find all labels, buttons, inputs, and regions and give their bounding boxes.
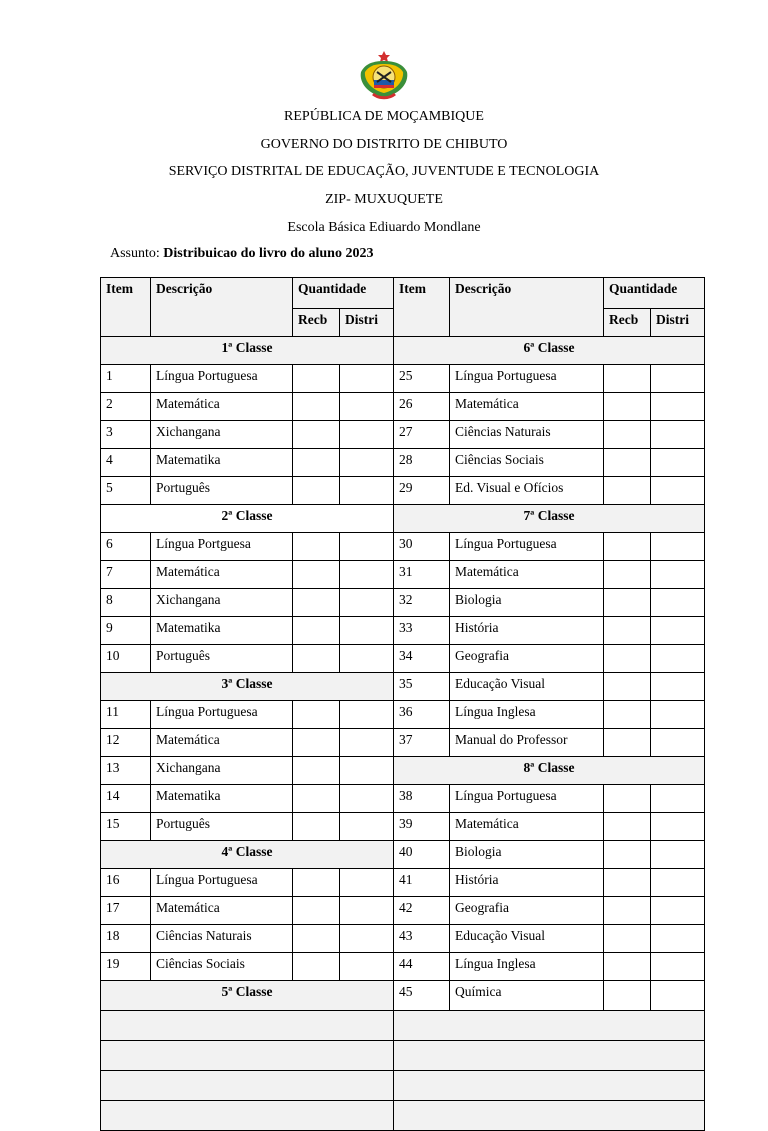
row-item-left: 9 — [101, 617, 151, 645]
row-desc-right: Química — [450, 981, 604, 1011]
row-item-right: 27 — [394, 421, 450, 449]
filler-right — [394, 1011, 705, 1041]
row-desc-left: Ciências Sociais — [151, 953, 293, 981]
row-item-left: 7 — [101, 561, 151, 589]
row-recb-left — [293, 617, 340, 645]
row-distri-left — [340, 897, 394, 925]
coat-of-arms-emblem — [355, 50, 413, 100]
row-distri-left — [340, 701, 394, 729]
row-recb-left — [293, 869, 340, 897]
row-recb-left — [293, 645, 340, 673]
row-desc-right: Geografia — [450, 645, 604, 673]
filler-right — [394, 1071, 705, 1101]
row-recb-left — [293, 561, 340, 589]
row-distri-right — [651, 365, 705, 393]
class-title-left-1: 1ª Classe — [101, 337, 394, 365]
row-recb-left — [293, 421, 340, 449]
row-item-right: 30 — [394, 533, 450, 561]
row-distri-right — [651, 897, 705, 925]
class-title-right-2: 7ª Classe — [394, 505, 705, 533]
row-recb-right — [604, 673, 651, 701]
row-desc-right: Ciências Naturais — [450, 421, 604, 449]
row-distri-left — [340, 421, 394, 449]
row-distri-right — [651, 533, 705, 561]
row-recb-right — [604, 869, 651, 897]
row-recb-right — [604, 701, 651, 729]
row-item-left: 17 — [101, 897, 151, 925]
row-recb-left — [293, 729, 340, 757]
filler-right — [394, 1041, 705, 1071]
row-desc-left: Português — [151, 813, 293, 841]
header-recb-right: Recb — [604, 309, 651, 337]
row-desc-left: Língua Portuguesa — [151, 701, 293, 729]
header-qty-right: Quantidade — [604, 278, 705, 309]
header-school: Escola Básica Ediuardo Mondlane — [287, 220, 481, 235]
row-recb-left — [293, 813, 340, 841]
row-desc-right: Matemática — [450, 393, 604, 421]
row-desc-left: Xichangana — [151, 421, 293, 449]
row-desc-right: Língua Portuguesa — [450, 785, 604, 813]
row-recb-right — [604, 953, 651, 981]
row-distri-right — [651, 701, 705, 729]
row-distri-left — [340, 953, 394, 981]
row-desc-right: Língua Inglesa — [450, 953, 604, 981]
row-item-left: 5 — [101, 477, 151, 505]
row-desc-left: Português — [151, 645, 293, 673]
row-distri-left — [340, 729, 394, 757]
row-distri-right — [651, 421, 705, 449]
row-item-right: 32 — [394, 589, 450, 617]
row-desc-right: Matemática — [450, 561, 604, 589]
row-desc-left: Matematika — [151, 617, 293, 645]
row-item-right: 37 — [394, 729, 450, 757]
row-distri-left — [340, 757, 394, 785]
row-item-left: 6 — [101, 533, 151, 561]
row-desc-right: Educação Visual — [450, 925, 604, 953]
row-recb-right — [604, 841, 651, 869]
class-title-left-4: 4ª Classe — [101, 841, 394, 869]
row-recb-right — [604, 813, 651, 841]
row-desc-right: Manual do Professor — [450, 729, 604, 757]
row-distri-right — [651, 673, 705, 701]
row-distri-right — [651, 953, 705, 981]
row-desc-right: Matemática — [450, 813, 604, 841]
row-item-left: 3 — [101, 421, 151, 449]
row-distri-right — [651, 449, 705, 477]
row-recb-left — [293, 393, 340, 421]
row-item-left: 8 — [101, 589, 151, 617]
filler-left — [101, 1041, 394, 1071]
row-item-left: 15 — [101, 813, 151, 841]
header-service: SERVIÇO DISTRITAL DE EDUCAÇÃO, JUVENTUDE E TECNOLOGIA — [168, 164, 600, 179]
filler-right — [394, 1101, 705, 1131]
row-desc-left: Matemática — [151, 393, 293, 421]
row-item-right: 33 — [394, 617, 450, 645]
row-recb-left — [293, 757, 340, 785]
row-recb-right — [604, 421, 651, 449]
row-desc-right: História — [450, 617, 604, 645]
row-distri-left — [340, 533, 394, 561]
row-desc-left: Matemática — [151, 729, 293, 757]
row-distri-left — [340, 617, 394, 645]
row-recb-right — [604, 785, 651, 813]
row-distri-right — [651, 477, 705, 505]
row-distri-left — [340, 365, 394, 393]
subject-line — [110, 245, 373, 263]
row-distri-right — [651, 729, 705, 757]
row-recb-left — [293, 449, 340, 477]
row-item-right: 31 — [394, 561, 450, 589]
filler-left — [101, 1101, 394, 1131]
row-distri-left — [340, 589, 394, 617]
row-item-right: 45 — [394, 981, 450, 1011]
row-recb-right — [604, 477, 651, 505]
row-item-right: 26 — [394, 393, 450, 421]
row-distri-right — [651, 869, 705, 897]
row-distri-left — [340, 449, 394, 477]
filler-left — [101, 1071, 394, 1101]
row-recb-right — [604, 589, 651, 617]
row-item-right: 29 — [394, 477, 450, 505]
row-item-right: 41 — [394, 869, 450, 897]
row-recb-left — [293, 953, 340, 981]
row-desc-right: Biologia — [450, 841, 604, 869]
row-item-left: 12 — [101, 729, 151, 757]
row-recb-left — [293, 701, 340, 729]
header-zip: ZIP- MUXUQUETE — [325, 192, 443, 207]
row-item-left: 1 — [101, 365, 151, 393]
row-item-right: 43 — [394, 925, 450, 953]
row-item-right: 40 — [394, 841, 450, 869]
row-desc-right: Língua Inglesa — [450, 701, 604, 729]
row-item-right: 38 — [394, 785, 450, 813]
row-recb-right — [604, 617, 651, 645]
row-distri-right — [651, 813, 705, 841]
row-desc-left: Matemática — [151, 897, 293, 925]
row-item-left: 19 — [101, 953, 151, 981]
row-item-left: 18 — [101, 925, 151, 953]
header-qty-left: Quantidade — [293, 278, 394, 309]
row-item-left: 2 — [101, 393, 151, 421]
row-desc-left: Ciências Naturais — [151, 925, 293, 953]
row-recb-left — [293, 477, 340, 505]
row-recb-right — [604, 897, 651, 925]
row-recb-left — [293, 925, 340, 953]
row-desc-right: Língua Portuguesa — [450, 533, 604, 561]
row-recb-left — [293, 533, 340, 561]
row-recb-left — [293, 785, 340, 813]
row-recb-left — [293, 897, 340, 925]
row-desc-left: Xichangana — [151, 589, 293, 617]
class-title-right-3: 8ª Classe — [394, 757, 705, 785]
header-item-left: Item — [101, 278, 151, 337]
class-title-left-3: 3ª Classe — [101, 673, 394, 701]
row-item-right: 34 — [394, 645, 450, 673]
row-item-left: 11 — [101, 701, 151, 729]
row-desc-right: Ed. Visual e Ofícios — [450, 477, 604, 505]
row-distri-left — [340, 925, 394, 953]
row-recb-right — [604, 533, 651, 561]
subject-value: Distribuicao do livro do aluno 2023 — [163, 246, 374, 261]
row-recb-right — [604, 449, 651, 477]
row-item-left: 14 — [101, 785, 151, 813]
row-desc-right: Educação Visual — [450, 673, 604, 701]
row-item-left: 4 — [101, 449, 151, 477]
class-title-left-2: 2ª Classe — [101, 505, 394, 533]
row-recb-right — [604, 645, 651, 673]
row-item-left: 10 — [101, 645, 151, 673]
header-distri-right: Distri — [651, 309, 705, 337]
header-republic: REPÚBLICA DE MOÇAMBIQUE — [284, 109, 484, 124]
row-distri-right — [651, 561, 705, 589]
row-desc-left: Português — [151, 477, 293, 505]
header-desc-left: Descrição — [151, 278, 293, 337]
row-desc-right: Ciências Sociais — [450, 449, 604, 477]
row-desc-left: Matematika — [151, 449, 293, 477]
header-distri-left: Distri — [340, 309, 394, 337]
row-recb-right — [604, 981, 651, 1011]
header-item-right: Item — [394, 278, 450, 337]
row-distri-left — [340, 869, 394, 897]
row-item-right: 28 — [394, 449, 450, 477]
row-item-right: 39 — [394, 813, 450, 841]
row-recb-left — [293, 589, 340, 617]
header-desc-right: Descrição — [450, 278, 604, 337]
row-item-left: 13 — [101, 757, 151, 785]
row-distri-right — [651, 841, 705, 869]
row-item-right: 42 — [394, 897, 450, 925]
row-distri-right — [651, 925, 705, 953]
class-title-right-1: 6ª Classe — [394, 337, 705, 365]
row-desc-right: Geografia — [450, 897, 604, 925]
row-distri-right — [651, 393, 705, 421]
header-government: GOVERNO DO DISTRITO DE CHIBUTO — [260, 137, 508, 152]
row-desc-left: Xichangana — [151, 757, 293, 785]
row-distri-left — [340, 393, 394, 421]
row-desc-left: Matematika — [151, 785, 293, 813]
row-distri-left — [340, 813, 394, 841]
row-recb-left — [293, 365, 340, 393]
row-distri-right — [651, 981, 705, 1011]
row-recb-right — [604, 393, 651, 421]
filler-left — [101, 1011, 394, 1041]
row-item-right: 36 — [394, 701, 450, 729]
row-recb-right — [604, 561, 651, 589]
row-distri-left — [340, 561, 394, 589]
row-recb-right — [604, 729, 651, 757]
row-recb-right — [604, 925, 651, 953]
row-desc-left: Língua Portuguesa — [151, 365, 293, 393]
row-desc-right: História — [450, 869, 604, 897]
row-desc-left: Matemática — [151, 561, 293, 589]
class-title-left-5: 5ª Classe — [101, 981, 394, 1011]
header-recb-left: Recb — [293, 309, 340, 337]
row-distri-left — [340, 785, 394, 813]
row-desc-left: Língua Portuguesa — [151, 869, 293, 897]
distribution-table — [100, 277, 705, 1131]
subject-label: Assunto: — [110, 246, 160, 261]
row-distri-right — [651, 589, 705, 617]
row-desc-right: Língua Portuguesa — [450, 365, 604, 393]
row-desc-left: Língua Portguesa — [151, 533, 293, 561]
row-distri-right — [651, 645, 705, 673]
row-distri-left — [340, 645, 394, 673]
row-item-right: 44 — [394, 953, 450, 981]
row-distri-right — [651, 785, 705, 813]
row-recb-right — [604, 365, 651, 393]
row-distri-left — [340, 477, 394, 505]
row-distri-right — [651, 617, 705, 645]
row-item-left: 16 — [101, 869, 151, 897]
row-desc-right: Biologia — [450, 589, 604, 617]
row-item-right: 25 — [394, 365, 450, 393]
row-item-right: 35 — [394, 673, 450, 701]
